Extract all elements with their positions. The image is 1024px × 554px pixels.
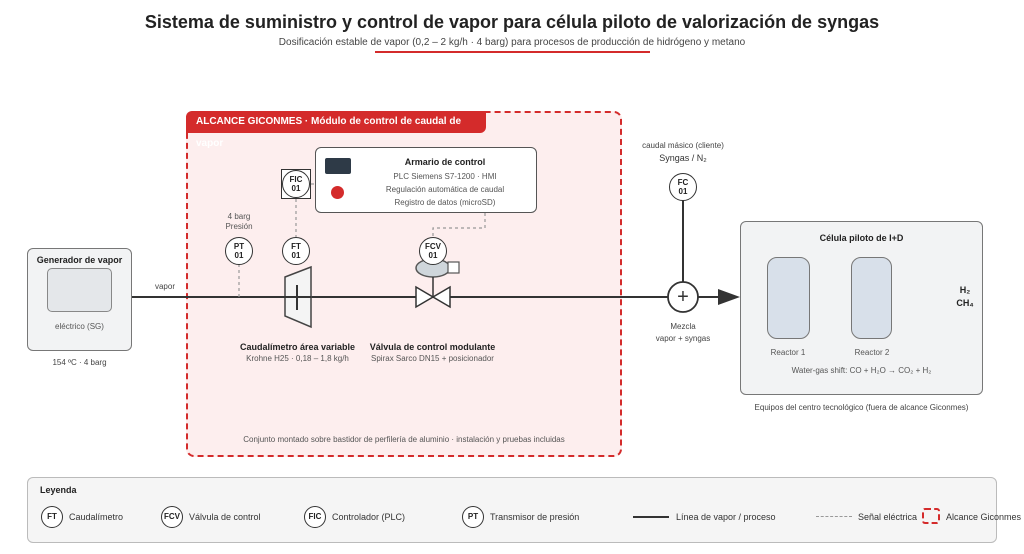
generator-title: Generador de vapor xyxy=(36,255,123,265)
hmi-screen-icon xyxy=(325,158,351,174)
cell-title: Célula piloto de I+D xyxy=(819,233,904,243)
mixer-label-2: vapor + syngas xyxy=(655,334,711,343)
legend-signal-line-symbol xyxy=(816,516,852,517)
legend-fic-symbol: FIC xyxy=(304,506,326,528)
steam-line-label: vapor xyxy=(154,282,175,291)
legend-pt-label: Transmisor de presión xyxy=(490,512,580,522)
legend-ft-label: Caudalímetro xyxy=(69,512,124,522)
flowmeter-spec: Krohne H25 · 0,18 – 1,8 kg/h xyxy=(246,354,349,363)
valve-body-right xyxy=(433,287,450,307)
flowmeter-title: Caudalímetro área variable xyxy=(239,342,356,352)
legend-process-line-label: Línea de vapor / proceso xyxy=(676,512,776,522)
legend-pt-symbol: PT xyxy=(462,506,484,528)
cell-reaction: Water-gas shift: CO + H₂O → CO₂ + H₂ xyxy=(791,366,932,375)
legend-fic-label: Controlador (PLC) xyxy=(332,512,406,522)
fcv-01-instrument: FCV 01 xyxy=(419,237,447,265)
fc-note-1: caudal másico (cliente) xyxy=(642,141,724,150)
scope-label: ALCANCE GICONMES · Módulo de control de caudal de vapor xyxy=(186,111,486,133)
valve-spec: Spirax Sarco DN15 + posicionador xyxy=(371,354,494,363)
alarm-lamp-icon xyxy=(331,186,344,199)
cabinet-line-2: Regulación automática de caudal xyxy=(385,185,505,194)
legend-fcv-label: Válvula de control xyxy=(189,512,261,522)
cell-output-h2: H₂ xyxy=(959,285,971,295)
cabinet-line-3: Registro de datos (microSD) xyxy=(394,198,496,207)
generator-spec: 154 ºC · 4 barg xyxy=(52,358,107,367)
generator-unit xyxy=(47,268,112,312)
mixer-label-1: Mezcla xyxy=(670,322,696,331)
valve-body-left xyxy=(416,287,433,307)
cell-output-ch4: CH₄ xyxy=(956,298,974,308)
reactor-1-label: Reactor 1 xyxy=(770,348,806,357)
diagram-title: Sistema de suministro y control de vapor para célula piloto de valorización de syngas xyxy=(144,12,880,32)
pt-note-2: Presión xyxy=(225,222,253,231)
mixer-symbol: + xyxy=(677,286,689,308)
reactor-2-label: Reactor 2 xyxy=(854,348,890,357)
pt-note-1: 4 barg xyxy=(227,212,251,221)
legend-ft-symbol: FT xyxy=(41,506,63,528)
legend-signal-line-label: Señal eléctrica xyxy=(858,512,918,522)
reactor-2 xyxy=(851,257,892,339)
diagram-subtitle: Dosificación estable de vapor (0,2 – 2 kg/h · 4 barg) para procesos de producción de hidrógeno y metano xyxy=(278,37,746,48)
fc-note-2: Syngas / N₂ xyxy=(659,153,707,163)
pt-01-instrument: PT 01 xyxy=(225,237,253,265)
valve-title: Válvula de control modulante xyxy=(369,342,496,352)
cabinet-title: Armario de control xyxy=(404,157,486,167)
fc-01-instrument: FC 01 xyxy=(669,173,697,201)
fic-01-instrument: FIC 01 xyxy=(282,170,310,198)
legend-title: Leyenda xyxy=(40,485,77,495)
ft-01-instrument: FT 01 xyxy=(282,237,310,265)
legend-process-line-symbol xyxy=(633,516,669,518)
valve-positioner xyxy=(448,262,459,273)
cell-caption: Equipos del centro tecnológico (fuera de alcance Giconmes) xyxy=(754,403,969,412)
fcv-signal-line xyxy=(433,213,485,238)
legend-scope-label: Alcance Giconmes xyxy=(946,512,1022,522)
mix-outlet-arrow xyxy=(718,289,740,305)
generator-inner-label: eléctrico (SG) xyxy=(55,322,104,331)
legend-scope-symbol xyxy=(922,508,940,524)
scope-footnote: Conjunto montado sobre bastidor de perfilería de aluminio · instalación y pruebas incluidas xyxy=(243,435,565,444)
cabinet-line-1: PLC Siemens S7-1200 · HMI xyxy=(393,172,497,181)
reactor-1 xyxy=(767,257,810,339)
legend-fcv-symbol: FCV xyxy=(161,506,183,528)
